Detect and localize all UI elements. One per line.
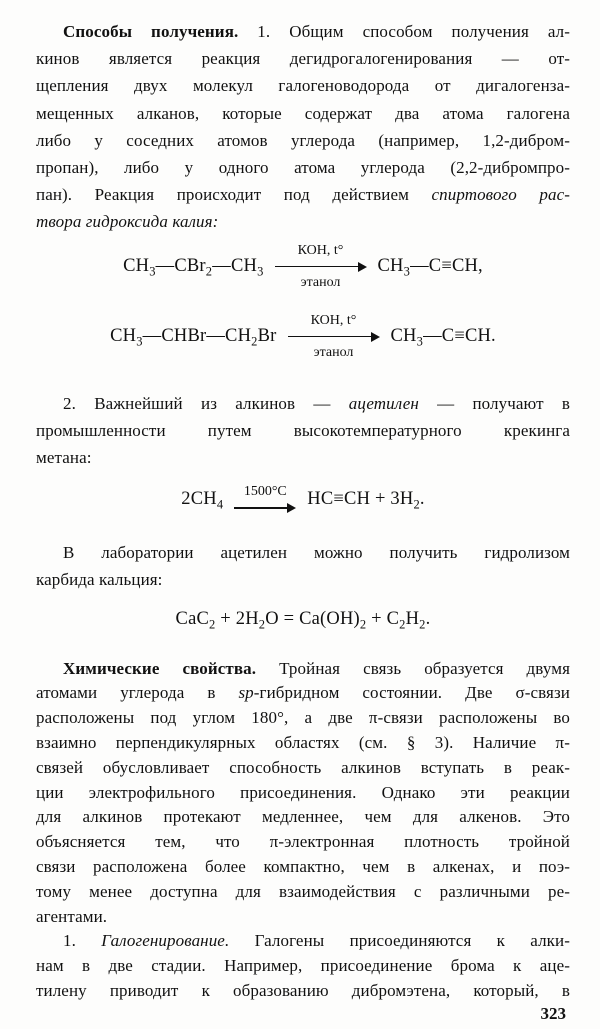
- paragraph-chemical-properties: [36, 657, 570, 930]
- text-segment: промышленности путем высокотемпературного крекинга: [36, 420, 570, 440]
- reaction-arrow: [275, 243, 367, 291]
- reaction-equation-methane-cracking: [36, 481, 570, 517]
- text-segment: пан). Реакция происходит под действием: [36, 185, 432, 205]
- text-line: [36, 731, 570, 756]
- text-segment: Способы получения.: [63, 22, 239, 41]
- text-line: [36, 855, 570, 880]
- paragraph-acetylene-industrial: [36, 390, 570, 472]
- text-line: [36, 706, 570, 731]
- text-line: [36, 979, 570, 1004]
- text-segment: -гибридном состоянии. Две σ-связи: [253, 683, 570, 703]
- text-segment: тилену приводит к образованию дибромэтена, который, в: [36, 981, 570, 1000]
- text-line: [36, 127, 570, 154]
- text-line: [36, 154, 570, 181]
- text-segment: Химические свойства.: [63, 658, 257, 678]
- arrow-condition-above: 1500°C: [243, 484, 287, 500]
- text-segment: В лаборатории ацетилен можно получить гидролизом: [63, 543, 570, 563]
- right-arrow-icon: [288, 331, 380, 343]
- text-segment: спиртового рас-: [431, 185, 570, 205]
- text-segment: атомами углерода в: [36, 683, 239, 703]
- text-segment: взаимно перпендикулярных областях (см. § 3). Наличие π-: [36, 733, 570, 753]
- text-line: [36, 72, 570, 99]
- right-arrow-icon: [234, 502, 296, 514]
- text-line: [36, 805, 570, 830]
- product-formula: $CH_3—C\equiv CH$,: [377, 256, 483, 279]
- text-line: [36, 781, 570, 806]
- reaction-equation-dehydrohalogenation-1: [36, 240, 570, 294]
- arrow-condition-below: этанол: [300, 274, 341, 290]
- page-number: 323: [540, 1003, 566, 1023]
- text-line: [36, 756, 570, 781]
- text-segment: для алкинов протекают медленнее, чем для алкенов. Это: [36, 807, 570, 827]
- text-segment: карбида кальция:: [36, 570, 163, 590]
- text-segment: тому менее доступна для взаимодействия с различными ре-: [36, 881, 570, 901]
- text-line: [36, 657, 570, 682]
- text-segment: sp: [238, 683, 254, 703]
- arrow-condition-above: КОН, t°: [310, 312, 357, 328]
- text-segment: ацетилен: [348, 393, 419, 413]
- product-formula: $HC\equiv CH + 3H_2$.: [307, 488, 425, 512]
- paragraph-acetylene-laboratory: [36, 539, 570, 593]
- text-segment: 1. Общим способом получения ал-: [238, 22, 571, 41]
- text-segment: пропан), либо у одного атома углерода (2,2-дибромпро-: [36, 158, 570, 178]
- reactant-formula: $2CH_4$: [181, 488, 224, 512]
- text-segment: щепления двух молекул галогеноводорода от дигалогенза-: [36, 76, 570, 96]
- text-line: [36, 905, 570, 930]
- right-arrow-icon: [275, 261, 367, 273]
- text-line: [36, 18, 570, 45]
- text-segment: — получают в: [418, 393, 571, 413]
- text-segment: агентами.: [36, 906, 108, 926]
- reactant-formula: $CH_3—CHBr—CH_2Br$: [110, 326, 277, 349]
- reaction-equation-carbide-hydrolysis: [36, 606, 570, 633]
- reaction-arrow: [288, 313, 380, 361]
- text-line: [36, 566, 570, 593]
- reaction-arrow: [234, 484, 296, 514]
- product-formula: $CH_3—C\equiv CH$.: [390, 326, 496, 349]
- text-line: [36, 681, 570, 706]
- text-line: [36, 208, 570, 235]
- text-line: [36, 390, 570, 417]
- text-segment: либо у соседних атомов углерода (например, 1,2-дибром-: [36, 130, 570, 150]
- text-segment: мещенных алканов, которые содержат два атома галогена: [36, 103, 570, 123]
- text-segment: 2. Важнейший из алкинов —: [63, 393, 349, 413]
- text-segment: Тройная связь образуется двумя: [256, 658, 571, 678]
- text-segment: Галогены присоединяются к алки-: [229, 931, 570, 951]
- equation-formula: $CaC_2 + 2H_2O = Ca(OH)_2 + C_2H_2$.: [175, 608, 431, 632]
- text-line: [36, 417, 570, 444]
- paragraph-obtaining-methods: [36, 18, 570, 236]
- text-line: [36, 100, 570, 127]
- text-line: [36, 880, 570, 905]
- text-segment: твора гидроксида калия:: [36, 212, 219, 232]
- text-segment: связи расположена более компактно, чем в алкенах, и поэ-: [36, 857, 570, 877]
- text-line: [36, 181, 570, 208]
- text-segment: расположены под углом 180°, а две π-связи расположены во: [36, 708, 570, 728]
- reactant-formula: $CH_3—CBr_2—CH_3$: [123, 256, 264, 279]
- reaction-equation-dehydrohalogenation-2: [36, 310, 570, 364]
- text-line: [36, 45, 570, 72]
- text-segment: связей обусловливает способность алкинов вступать в реак-: [36, 757, 570, 777]
- text-line: [36, 830, 570, 855]
- text-segment: объясняется тем, что π-электронная плотность тройной: [36, 832, 570, 852]
- text-line: [36, 929, 570, 954]
- text-segment: Галогенирование.: [101, 931, 230, 951]
- text-segment: кинов является реакция дегидрогалогенирования — от-: [36, 49, 570, 69]
- arrow-condition-below: этанол: [313, 344, 354, 360]
- paragraph-halogenation: [36, 929, 570, 1003]
- text-line: [36, 539, 570, 566]
- text-segment: 1.: [63, 931, 102, 951]
- text-line: [36, 444, 570, 471]
- text-segment: метана:: [36, 448, 92, 468]
- arrow-condition-above: КОН, t°: [297, 242, 344, 258]
- text-line: [36, 954, 570, 979]
- text-segment: нам в две стадии. Например, присоединение брома к аце-: [36, 956, 570, 976]
- text-segment: ции электрофильного присоединения. Однако эти реакции: [36, 782, 570, 802]
